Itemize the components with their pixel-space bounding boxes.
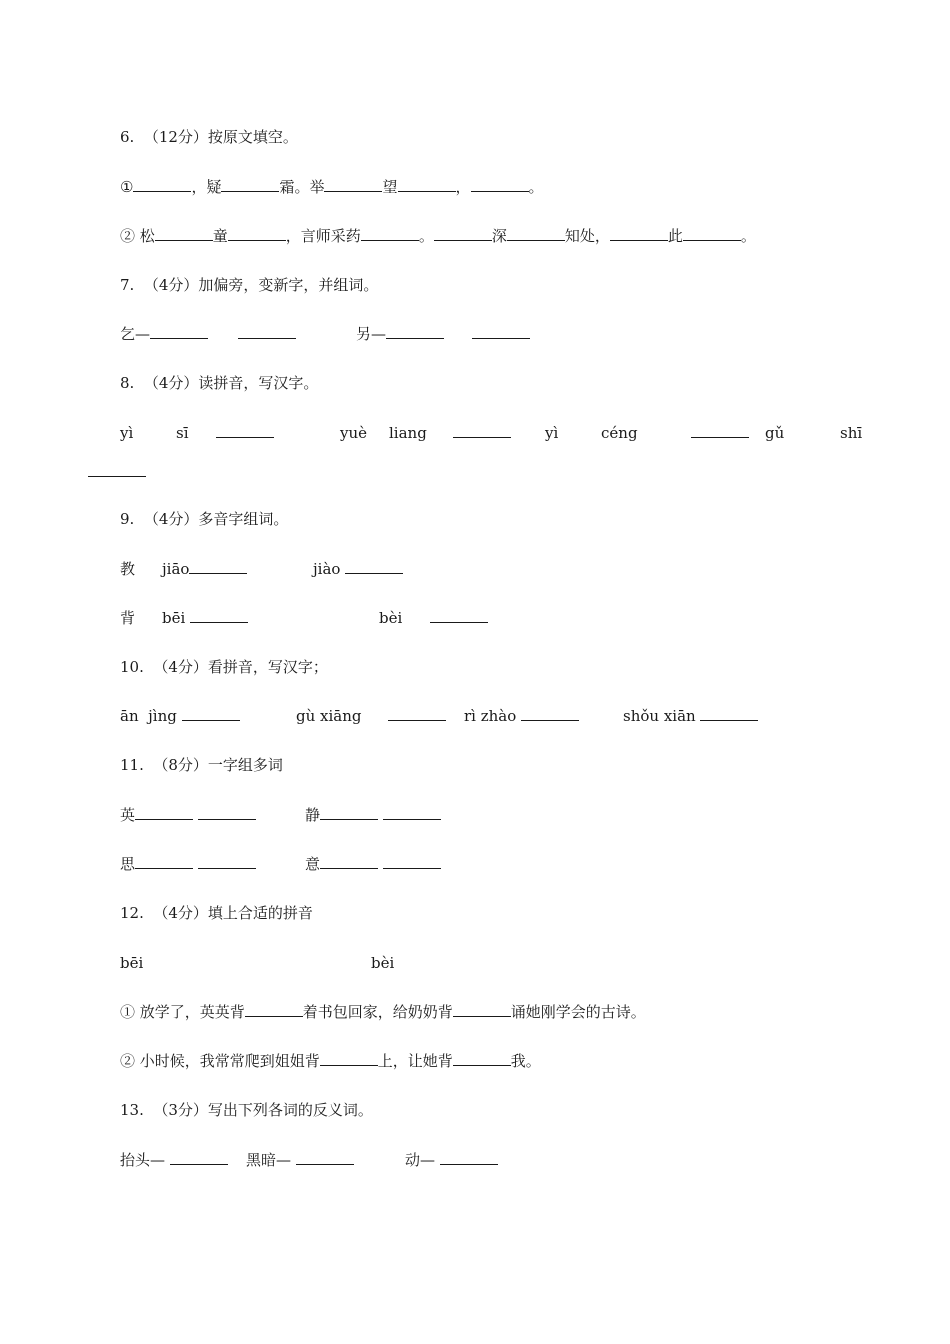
blank[interactable] — [324, 177, 382, 192]
q6-l1-t3: 望 — [382, 178, 398, 196]
q11-char-b: 静 — [305, 806, 321, 824]
q12-l2-t0: ② 小时候，我常常爬到姐姐背 — [120, 1052, 320, 1070]
q13-word-a: 抬头— — [120, 1151, 166, 1169]
question-8-title: 8. （4分）读拼音，写汉字。 — [120, 374, 319, 392]
question-13-title: 13. （3分）写出下列各词的反义词。 — [120, 1101, 373, 1119]
blank[interactable] — [683, 226, 741, 241]
blank[interactable] — [88, 462, 146, 477]
q12-l2-t1: 上，让她背 — [377, 1052, 453, 1070]
q13-item-b — [246, 1150, 354, 1170]
question-12-title: 12. （4分）填上合适的拼音 — [120, 904, 313, 922]
blank[interactable] — [198, 805, 256, 820]
blank[interactable] — [135, 805, 193, 820]
q6-l2-t2: ，言师采药 — [285, 227, 361, 245]
q9-item-2a — [162, 608, 248, 628]
q11-item-a — [120, 805, 256, 825]
q11-char-d: 意 — [305, 855, 321, 873]
q11-char-c: 思 — [120, 855, 136, 873]
blank[interactable] — [507, 226, 565, 241]
blank[interactable] — [238, 324, 296, 339]
question-6-line-1 — [120, 177, 544, 197]
q9-item-1b — [313, 559, 403, 579]
q7-item-a2 — [238, 324, 296, 344]
q10-pinyin-4: shǒu xiān — [623, 707, 696, 725]
q10-item-4 — [623, 706, 758, 726]
q9-item-1a — [162, 559, 247, 579]
blank[interactable] — [700, 706, 758, 721]
blank[interactable] — [170, 1150, 228, 1165]
blank[interactable] — [135, 854, 193, 869]
q10-pinyin-3: rì zhào — [464, 707, 517, 725]
q7-a-label: 乞— — [120, 325, 151, 343]
blank[interactable] — [398, 177, 456, 192]
blank[interactable] — [320, 805, 378, 820]
q8-pinyin-3b: céng — [601, 424, 638, 442]
q6-l2-t7: 。 — [740, 227, 756, 245]
blank[interactable] — [245, 1002, 303, 1017]
q6-l1-t2: 霜。举 — [279, 178, 325, 196]
q13-item-a — [120, 1150, 228, 1170]
blank[interactable] — [133, 177, 191, 192]
blank[interactable] — [472, 324, 530, 339]
blank[interactable] — [610, 226, 668, 241]
blank[interactable] — [383, 805, 441, 820]
q11-item-d — [305, 854, 441, 874]
q12-l1-t0: ① 放学了，英英背 — [120, 1003, 245, 1021]
blank[interactable] — [521, 706, 579, 721]
q7-item-a — [120, 324, 208, 344]
blank[interactable] — [345, 559, 403, 574]
q7-item-b — [356, 324, 444, 344]
question-6-line-2 — [120, 226, 756, 246]
blank[interactable] — [453, 423, 511, 438]
q8-pinyin-4a: gǔ — [765, 424, 785, 442]
q12-l1-t2: 诵她刚学会的古诗。 — [510, 1003, 646, 1021]
q6-l1-t5: 。 — [528, 178, 544, 196]
q8-pinyin-3a: yì — [545, 424, 559, 442]
q13-word-c: 动— — [405, 1151, 436, 1169]
q13-item-c — [405, 1150, 498, 1170]
blank[interactable] — [471, 177, 529, 192]
q12-pinyin-2: bèi — [371, 954, 395, 972]
q6-l2-t4: 深 — [491, 227, 507, 245]
blank[interactable] — [386, 324, 444, 339]
question-11-title: 11. （8分）一字组多词 — [120, 756, 283, 774]
q12-pinyin-1: bēi — [120, 954, 144, 972]
q8-pinyin-1a: yì — [120, 424, 134, 442]
q9-pinyin-1b: jiào — [313, 560, 341, 578]
q12-l1-t1: 着书包回家，给奶奶背 — [302, 1003, 453, 1021]
q6-l1-t4: ， — [455, 178, 471, 196]
q6-l2-t5: 知处， — [564, 227, 610, 245]
blank[interactable] — [430, 608, 488, 623]
q8-blank-2 — [453, 423, 511, 443]
question-6-title: 6. （12分）按原文填空。 — [120, 128, 298, 146]
q11-item-b — [305, 805, 441, 825]
question-10-title: 10. （4分）看拼音，写汉字； — [120, 658, 328, 676]
q10-pinyin-1: ān jìng — [120, 707, 177, 725]
question-9-title: 9. （4分）多音字组词。 — [120, 510, 289, 528]
q7-b-label: 另— — [356, 325, 387, 343]
blank[interactable] — [453, 1051, 511, 1066]
q6-l1-t1: ，疑 — [191, 178, 222, 196]
blank[interactable] — [296, 1150, 354, 1165]
blank[interactable] — [150, 324, 208, 339]
q10-item-3 — [464, 706, 579, 726]
q9-pinyin-1a: jiāo — [162, 560, 190, 578]
blank[interactable] — [440, 1150, 498, 1165]
q8-blank-1 — [216, 423, 274, 443]
blank[interactable] — [190, 608, 248, 623]
blank[interactable] — [189, 559, 247, 574]
blank[interactable] — [216, 423, 274, 438]
q11-item-c — [120, 854, 256, 874]
q8-pinyin-2b: liang — [389, 424, 427, 442]
q8-pinyin-2a: yuè — [340, 424, 368, 442]
q13-word-b: 黑暗— — [246, 1151, 292, 1169]
blank[interactable] — [383, 854, 441, 869]
q8-pinyin-1b: sī — [176, 424, 189, 442]
q10-item-2 — [388, 706, 446, 726]
q9-char-2: 背 — [120, 609, 136, 627]
q6-l2-t1: 童 — [212, 227, 228, 245]
blank[interactable] — [691, 423, 749, 438]
q10-item-1 — [120, 706, 240, 726]
q10-item-2-label: gù xiāng — [296, 707, 362, 725]
blank[interactable] — [320, 1051, 378, 1066]
q8-blank-3 — [691, 423, 749, 443]
q6-l1-t0: ① — [120, 178, 134, 196]
blank[interactable] — [453, 1002, 511, 1017]
q6-l2-t6: 此 — [667, 227, 683, 245]
blank[interactable] — [434, 226, 492, 241]
q6-l2-t0: ② 松 — [120, 227, 155, 245]
q9-char-1: 教 — [120, 560, 136, 578]
q9-item-2b — [430, 608, 488, 628]
blank[interactable] — [228, 226, 286, 241]
q12-line-2 — [120, 1051, 541, 1071]
q8-blank-4 — [88, 462, 146, 482]
q11-char-a: 英 — [120, 806, 136, 824]
q12-l2-t2: 我。 — [510, 1052, 541, 1070]
q12-line-1 — [120, 1002, 646, 1022]
blank[interactable] — [182, 706, 240, 721]
blank[interactable] — [221, 177, 279, 192]
blank[interactable] — [155, 226, 213, 241]
q7-item-b2 — [472, 324, 530, 344]
blank[interactable] — [361, 226, 419, 241]
q8-pinyin-4b: shī — [840, 424, 863, 442]
q9-pinyin-2a: bēi — [162, 609, 186, 627]
q6-l2-t3: 。 — [418, 227, 434, 245]
blank[interactable] — [198, 854, 256, 869]
blank[interactable] — [388, 706, 446, 721]
question-7-title: 7. （4分）加偏旁，变新字，并组词。 — [120, 276, 379, 294]
q9-item-2b-label: bèi — [379, 609, 403, 627]
blank[interactable] — [320, 854, 378, 869]
